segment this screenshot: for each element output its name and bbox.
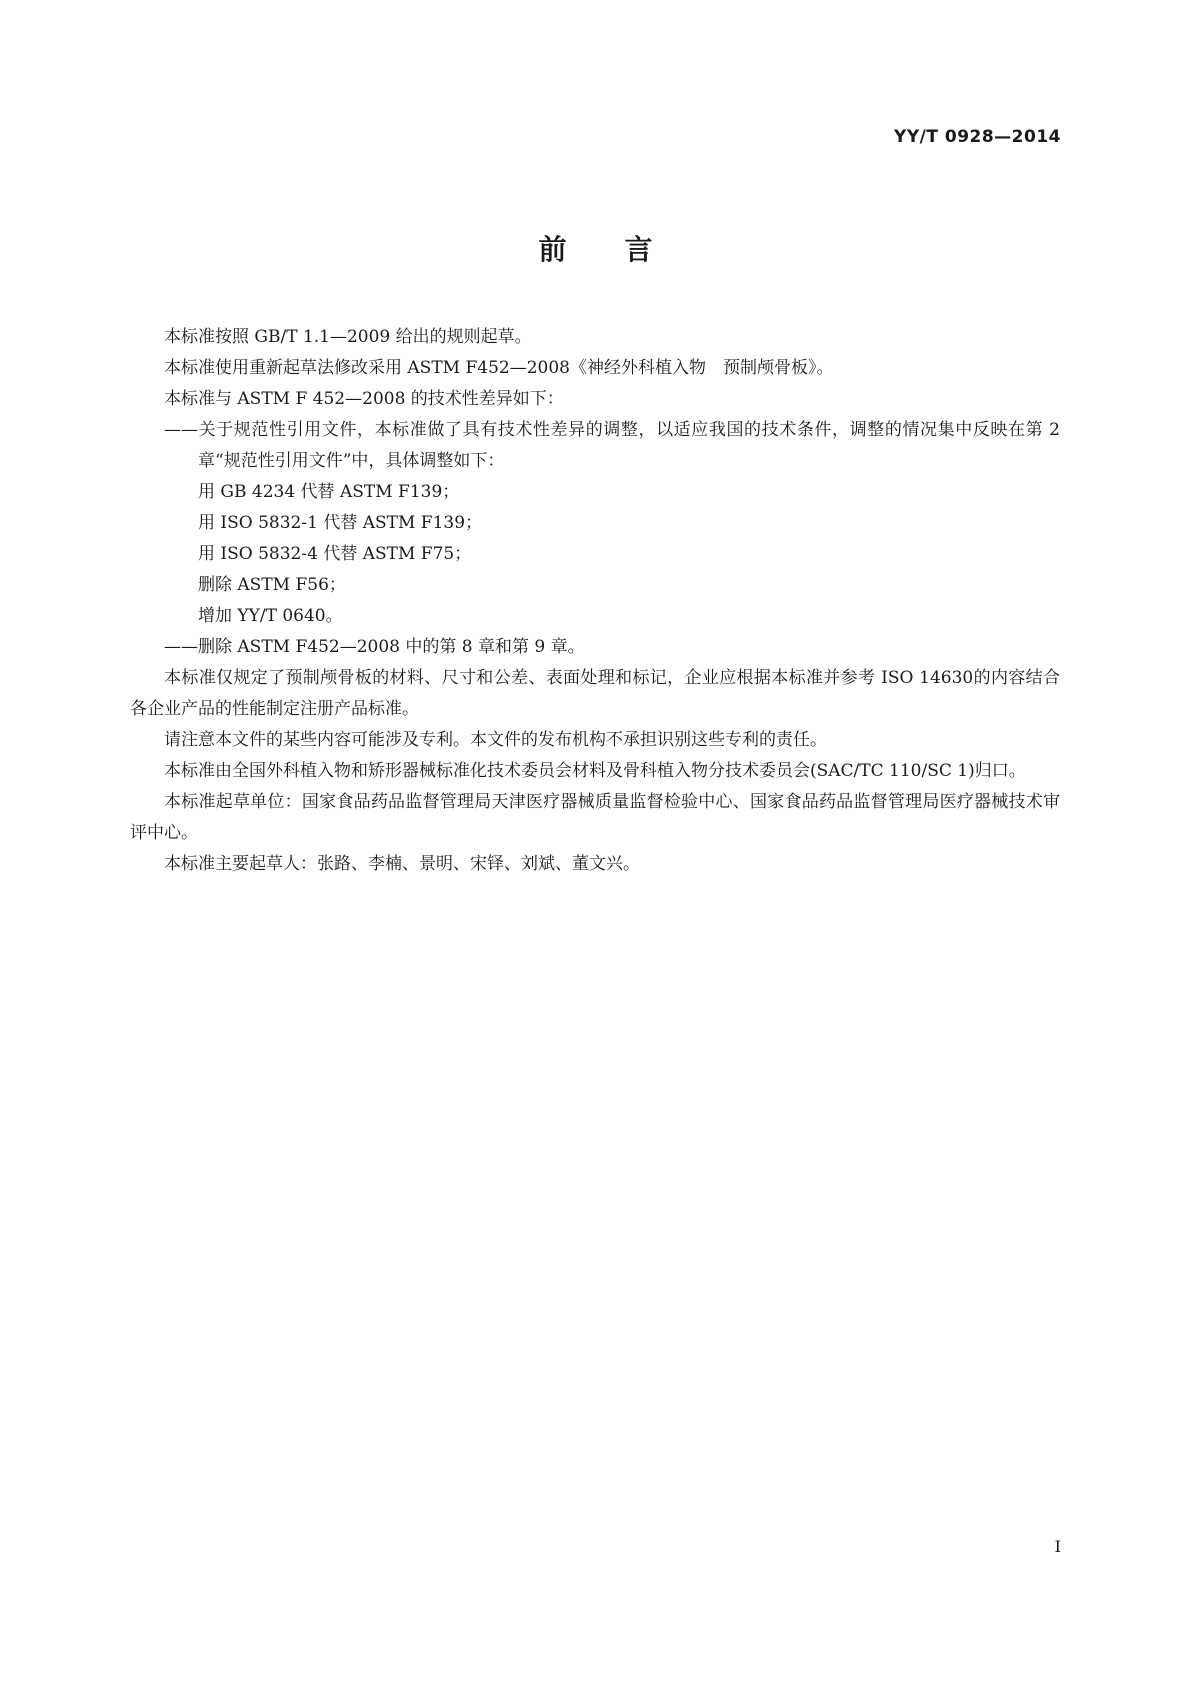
paragraph-drafting-units: 本标准起草单位：国家食品药品监督管理局天津医疗器械质量监督检验中心、国家食品药品监督管理局医疗器械技术审评中心。 bbox=[130, 792, 1060, 843]
paragraph-patent-notice: 请注意本文件的某些内容可能涉及专利。本文件的发布机构不承担识别这些专利的责任。 bbox=[164, 730, 827, 750]
sub-item: 用 ISO 5832-1 代替 ASTM F139； bbox=[198, 513, 483, 533]
paragraph-drafters: 本标准主要起草人：张路、李楠、景明、宋铎、刘斌、董文兴。 bbox=[164, 854, 640, 874]
paragraph-scope: 本标准仅规定了预制颅骨板的材料、尺寸和公差、表面处理和标记，企业应根据本标准并参考 ISO 14630的内容结合各企业产品的性能制定注册产品标准。 bbox=[130, 668, 1060, 719]
dash-item-deleted-chapters: ——删除 ASTM F452—2008 中的第 8 章和第 9 章。 bbox=[164, 637, 585, 657]
page-number: I bbox=[1054, 1537, 1061, 1556]
dash-item-normative-references: ——关于规范性引用文件，本标准做了具有技术性差异的调整，以适应我国的技术条件，调整的情况集中反映在第 2 章“规范性引用文件”中，具体调整如下： bbox=[164, 420, 1060, 471]
document-body bbox=[130, 322, 1060, 880]
sub-item: 增加 YY/T 0640。 bbox=[198, 606, 343, 626]
page-title: 前言 bbox=[538, 233, 711, 266]
paragraph-committee: 本标准由全国外科植入物和矫形器械标准化技术委员会材料及骨科植入物分技术委员会(SAC/TC 110/SC 1)归口。 bbox=[164, 761, 1026, 781]
sub-item: 用 ISO 5832-4 代替 ASTM F75； bbox=[198, 544, 472, 564]
standard-code: YY/T 0928—2014 bbox=[894, 127, 1061, 147]
paragraph-adoption: 本标准使用重新起草法修改采用 ASTM F452—2008《神经外科植入物 预制颅骨板》。 bbox=[164, 358, 834, 378]
paragraph-differences-intro: 本标准与 ASTM F 452—2008 的技术性差异如下： bbox=[164, 389, 564, 409]
sub-item: 删除 ASTM F56； bbox=[198, 575, 346, 595]
sub-item: 用 GB 4234 代替 ASTM F139； bbox=[198, 482, 460, 502]
paragraph-drafting-rules: 本标准按照 GB/T 1.1—2009 给出的规则起草。 bbox=[164, 327, 532, 347]
